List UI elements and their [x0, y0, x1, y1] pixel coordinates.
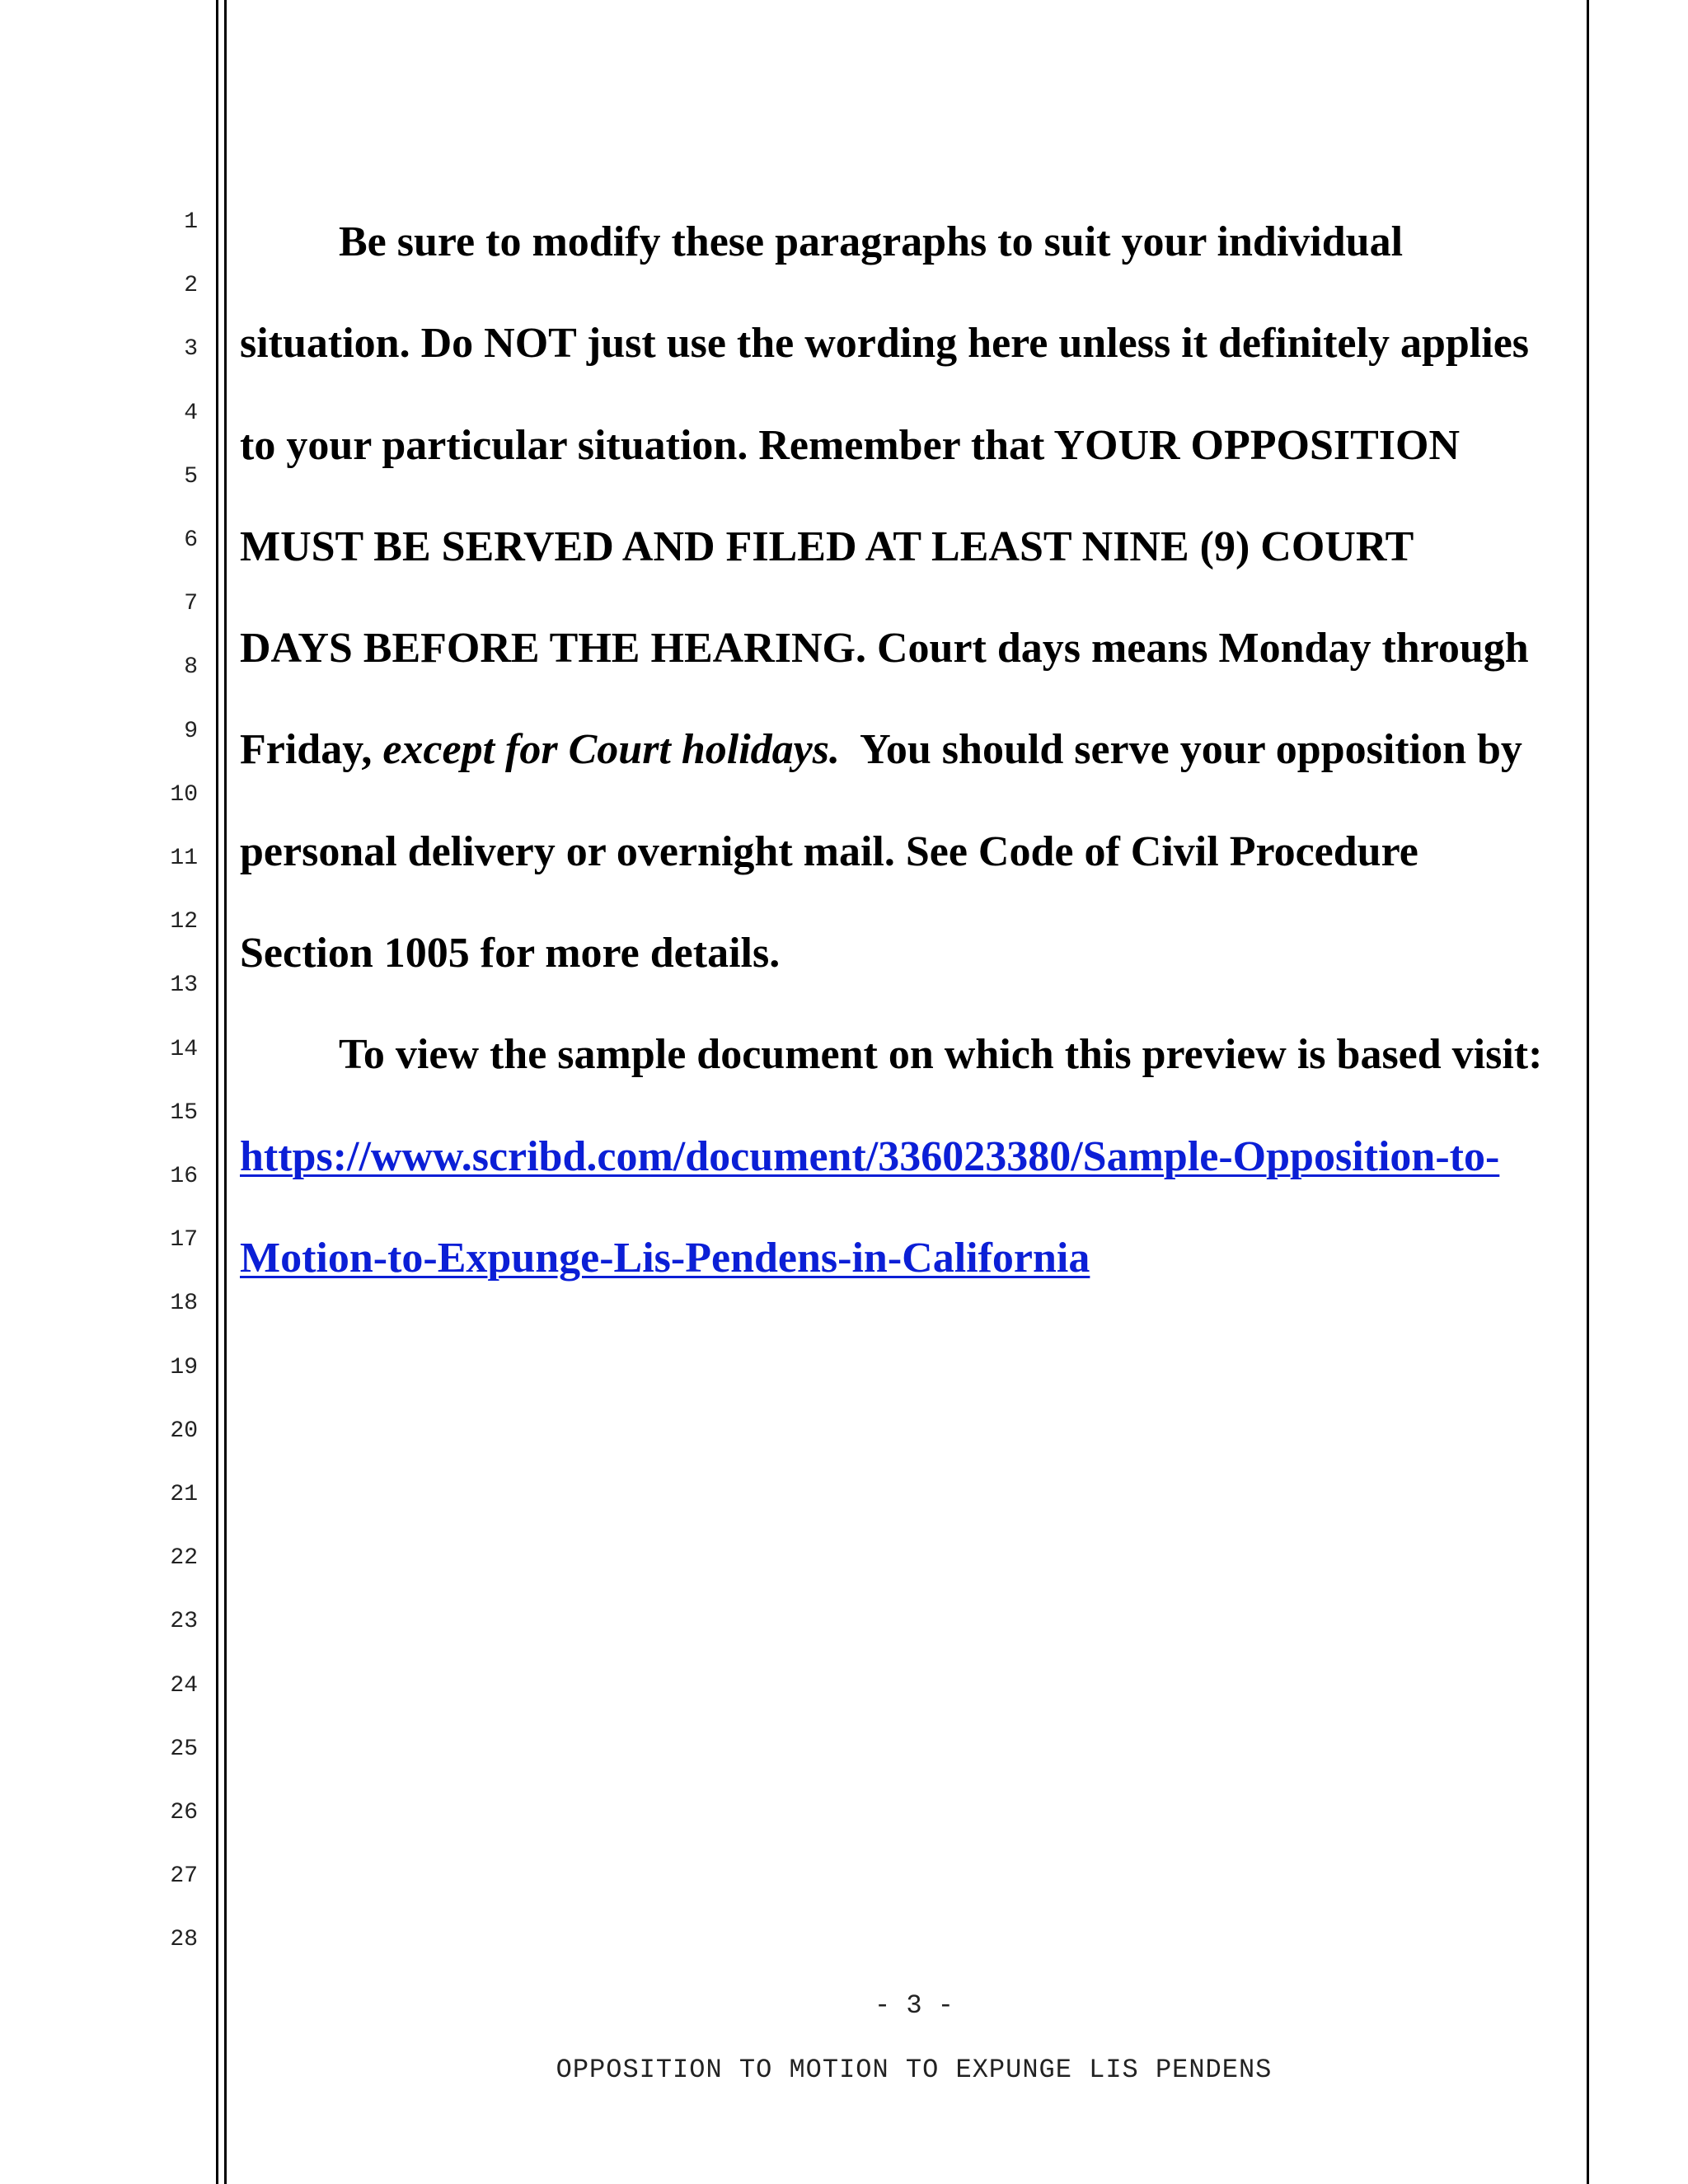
line-number: 1	[184, 209, 198, 235]
body-line: situation. Do NOT just use the wording here unless it definitely applies	[240, 320, 1530, 368]
line-number: 19	[170, 1354, 198, 1380]
body-line: personal delivery or overnight mail. See Code of Civil Procedure	[240, 827, 1418, 875]
body-line: DAYS BEFORE THE HEARING. Court days means Monday through	[240, 625, 1529, 673]
footer-title: OPPOSITION TO MOTION TO EXPUNGE LIS PENDENS	[556, 2055, 1273, 2085]
body-line: Be sure to modify these paragraphs to suit your individual	[339, 218, 1404, 265]
line-number: 24	[170, 1672, 198, 1699]
body-line: to your particular situation. Remember that YOUR OPPOSITION	[240, 421, 1461, 469]
line-number-column	[124, 0, 198, 2184]
line-number: 13	[170, 972, 198, 999]
line-number: 22	[170, 1545, 198, 1572]
body-line: MUST BE SERVED AND FILED AT LEAST NINE (9) COURT	[240, 523, 1414, 570]
left-margin-rule-inner	[224, 0, 227, 2184]
line-number: 20	[170, 1418, 198, 1444]
body-text-segment: You should serve your opposition by	[840, 726, 1522, 774]
left-margin-rule-outer	[216, 0, 218, 2184]
line-number: 18	[170, 1291, 198, 1317]
line-number: 5	[184, 463, 198, 490]
line-number: 15	[170, 1099, 198, 1126]
line-number: 7	[184, 591, 198, 617]
italic-text-segment: except for Court holidays.	[382, 726, 841, 774]
document-body	[240, 191, 1592, 1309]
line-number: 17	[170, 1227, 198, 1254]
line-number: 16	[170, 1164, 198, 1189]
line-number: 3	[184, 336, 198, 363]
line-number: 10	[170, 781, 198, 808]
line-number: 14	[170, 1036, 198, 1062]
line-number: 11	[170, 846, 198, 871]
line-number: 12	[170, 909, 198, 935]
body-line	[240, 1106, 1592, 1207]
line-number: 26	[170, 1800, 198, 1825]
line-number: 25	[170, 1736, 198, 1762]
body-text-segment: Friday,	[240, 726, 383, 774]
line-number: 21	[170, 1482, 198, 1507]
line-number: 4	[184, 400, 198, 426]
line-number: 2	[184, 273, 198, 299]
line-number: 23	[170, 1609, 198, 1635]
scribd-link-part2[interactable]: Motion-to-Expunge-Lis-Pendens-in-California	[240, 1234, 1090, 1282]
body-line	[240, 699, 1592, 800]
line-number: 8	[184, 654, 198, 681]
body-line: To view the sample document on which this preview is based visit:	[339, 1031, 1543, 1079]
scribd-link-part1[interactable]: https://www.scribd.com/document/336023380/Sample-Opposition-to-	[240, 1132, 1500, 1180]
body-line: Section 1005 for more details.	[240, 930, 781, 977]
page-number: - 3 -	[874, 1990, 954, 2021]
line-number: 6	[184, 527, 198, 553]
line-number: 9	[184, 718, 198, 744]
body-line	[240, 1207, 1592, 1309]
line-number: 28	[170, 1927, 198, 1953]
line-number: 27	[170, 1863, 198, 1890]
